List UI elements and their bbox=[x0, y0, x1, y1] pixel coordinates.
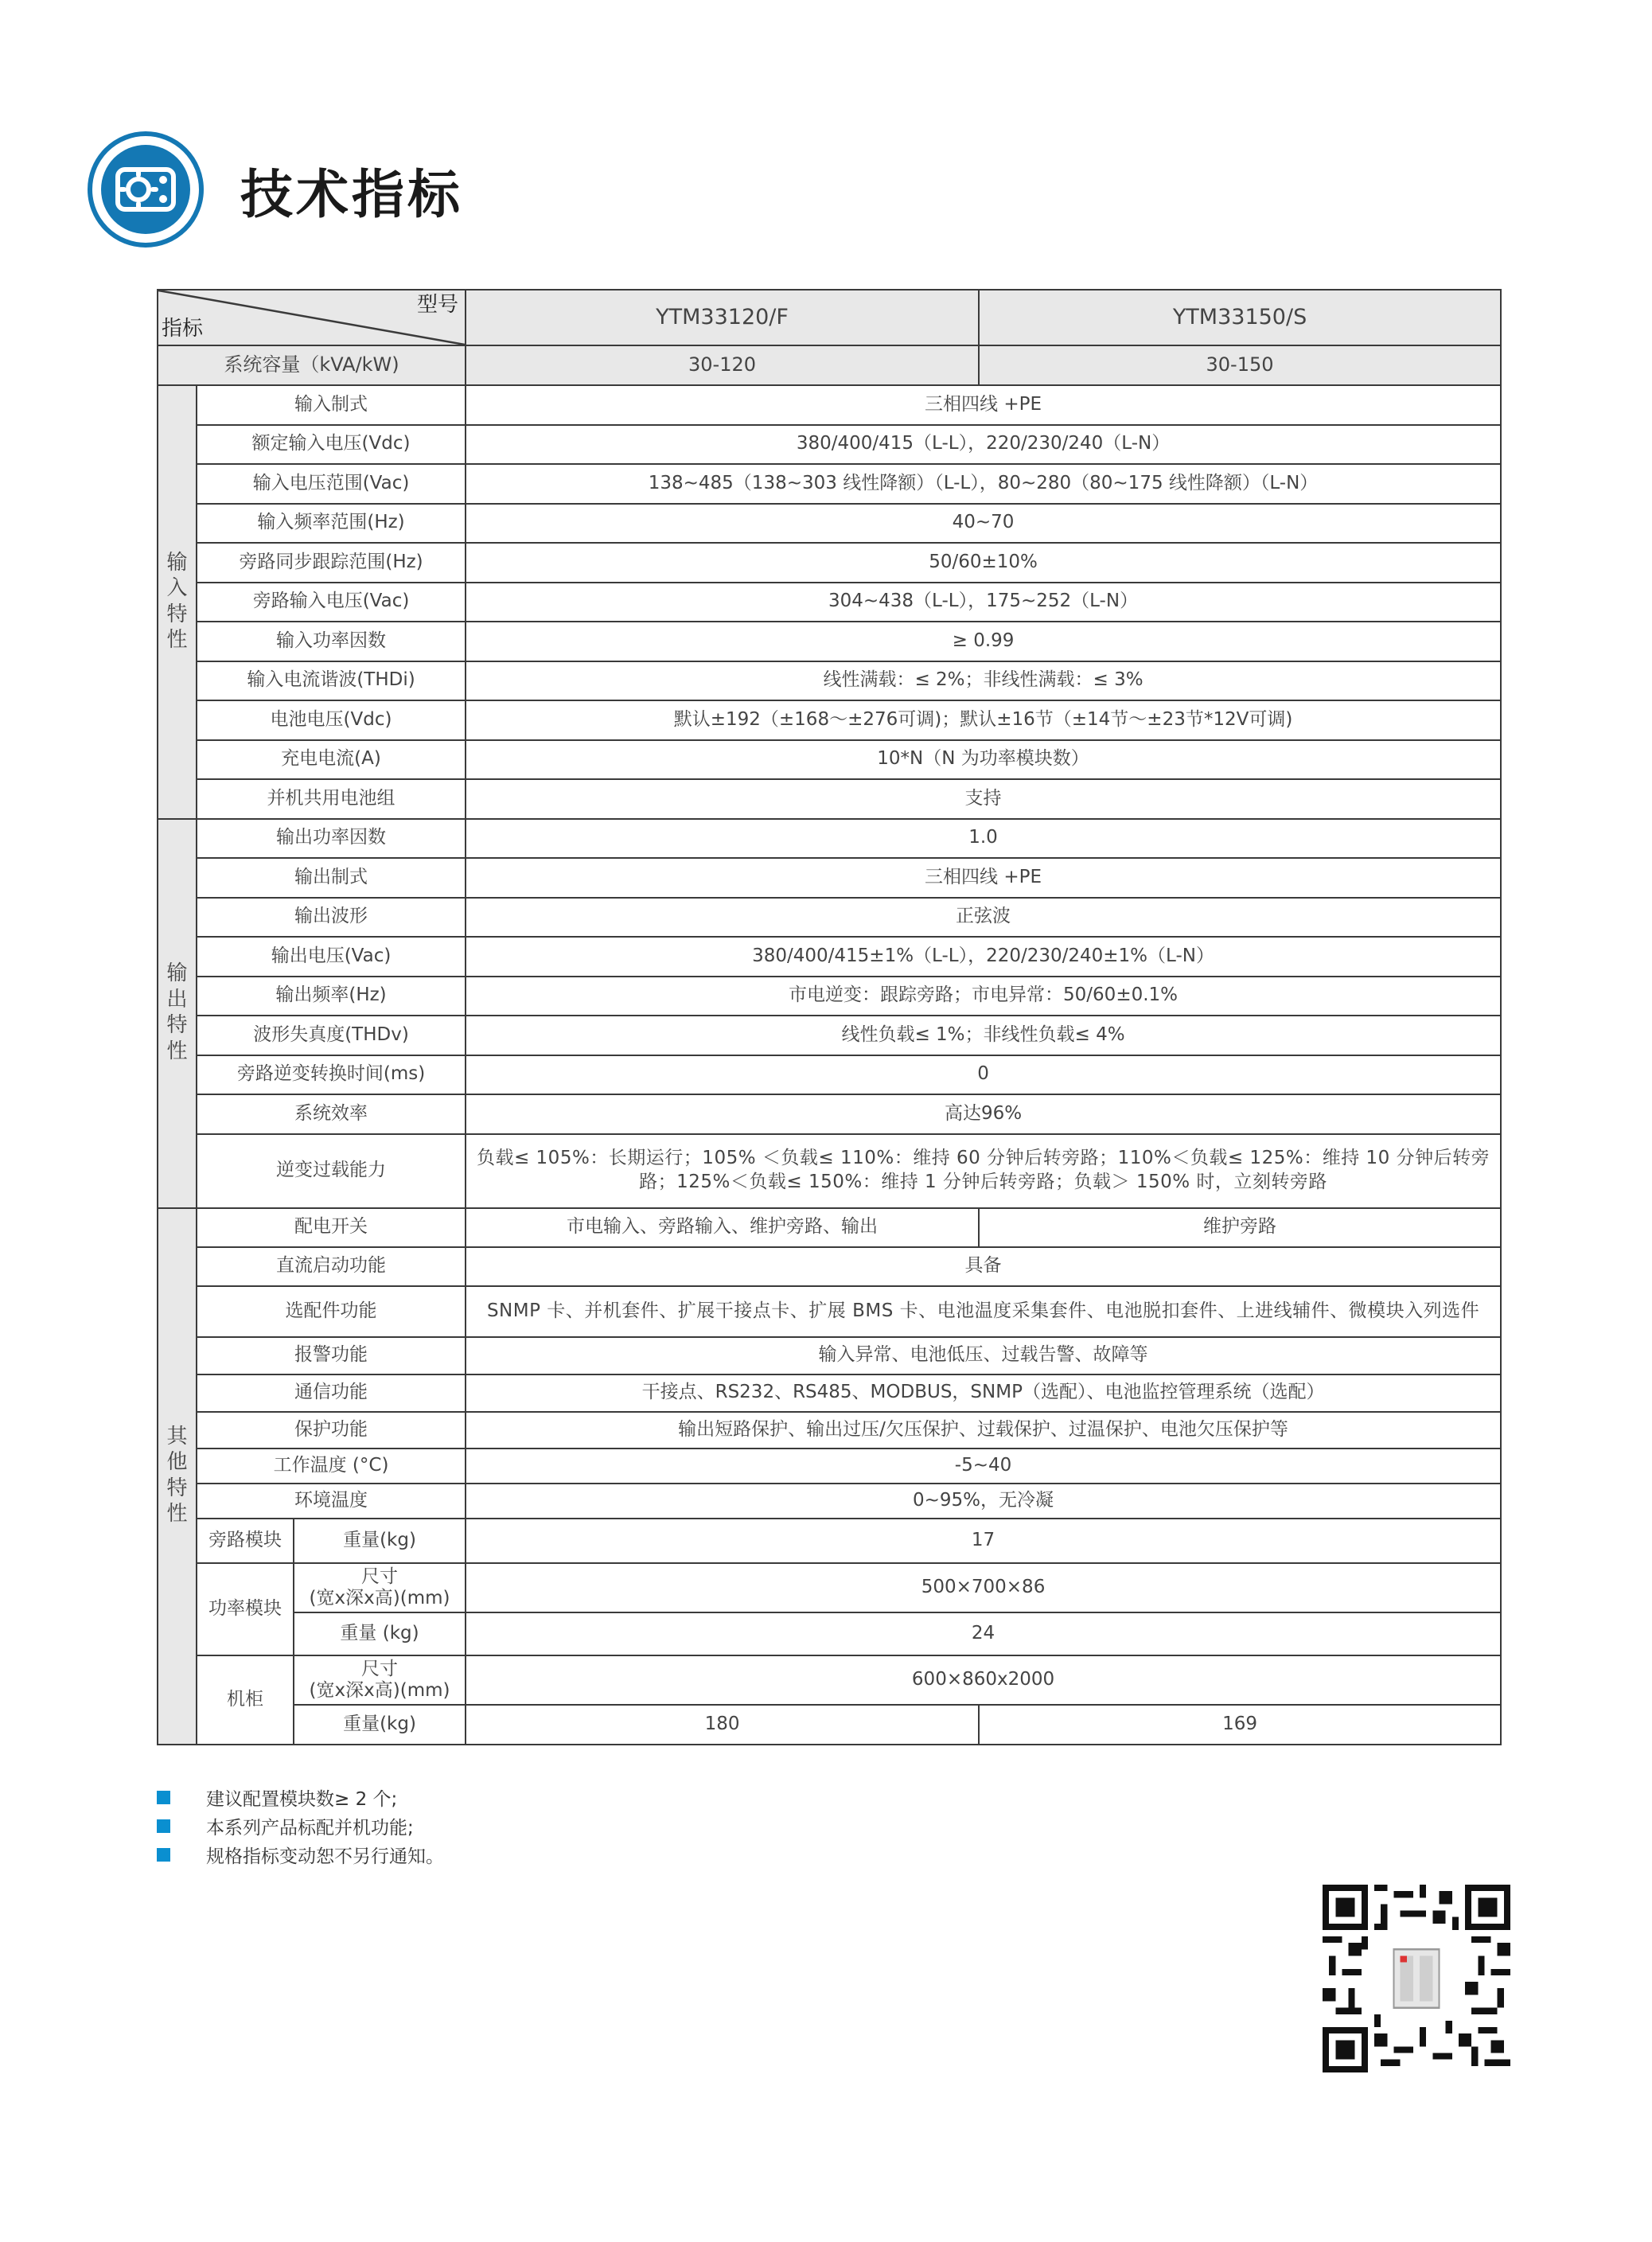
row-label: 电池电压(Vdc) bbox=[197, 700, 466, 740]
row-label: 保护功能 bbox=[197, 1412, 466, 1449]
row-label: 充电电流(A) bbox=[197, 740, 466, 780]
model-name-2: YTM33150/S bbox=[979, 290, 1501, 345]
bullet-square-icon bbox=[157, 1848, 170, 1862]
table-row bbox=[158, 504, 1501, 544]
model-header-row bbox=[158, 290, 1501, 345]
list-item bbox=[157, 1840, 444, 1869]
row-label: 工作温度 (°C) bbox=[197, 1449, 466, 1484]
row-label: 输出电压(Vac) bbox=[197, 937, 466, 977]
capacity-value-1: 30-120 bbox=[466, 345, 979, 385]
row-value: 40~70 bbox=[466, 504, 1501, 544]
cabinet-label: 机柜 bbox=[197, 1655, 294, 1745]
row-value: 线性满载：≤ 2%；非线性满载：≤ 3% bbox=[466, 661, 1501, 701]
qr-code-icon[interactable] bbox=[1323, 1885, 1510, 2072]
group-other-label: 其他特性 bbox=[158, 1208, 197, 1745]
row-label: 额定输入电压(Vdc) bbox=[197, 425, 466, 465]
row-value: 线性负载≤ 1%；非线性负载≤ 4% bbox=[466, 1016, 1501, 1055]
row-label: 旁路逆变转换时间(ms) bbox=[197, 1055, 466, 1095]
row-label: 旁路同步跟踪范围(Hz) bbox=[197, 543, 466, 583]
row-value: 支持 bbox=[466, 779, 1501, 819]
row-value: -5~40 bbox=[466, 1449, 1501, 1484]
table-row bbox=[158, 583, 1501, 622]
row-value: 正弦波 bbox=[466, 898, 1501, 938]
row-value: ≥ 0.99 bbox=[466, 622, 1501, 661]
cabinet-weight-label: 重量(kg) bbox=[294, 1705, 466, 1745]
row-label: 输入电压范围(Vac) bbox=[197, 464, 466, 504]
row-value: 负载≤ 105%：长期运行；105% ＜负载≤ 110%：维持 60 分钟后转旁路；110%＜负载≤ 125%：维持 10 分钟后转旁路；125%＜负载≤ 150%：维持 1 分钟后转旁路；负载＞ 150% 时，立刻转旁路 bbox=[466, 1134, 1501, 1208]
power-weight-label: 重量 (kg) bbox=[294, 1612, 466, 1655]
row-label: 配电开关 bbox=[197, 1208, 466, 1247]
page-title: 技术指标 bbox=[240, 163, 463, 225]
bullet-square-icon bbox=[157, 1819, 170, 1833]
table-row bbox=[158, 425, 1501, 465]
row-value: 市电输入、旁路输入、维护旁路、输出 bbox=[466, 1208, 979, 1247]
row-value: 10*N（N 为功率模块数） bbox=[466, 740, 1501, 780]
spec-table bbox=[157, 289, 1502, 1745]
row-label: 输出功率因数 bbox=[197, 819, 466, 859]
power-size-value: 500×700×86 bbox=[466, 1563, 1501, 1612]
table-row bbox=[158, 937, 1501, 977]
row-value: 具备 bbox=[466, 1247, 1501, 1286]
table-row bbox=[158, 464, 1501, 504]
row-label: 直流启动功能 bbox=[197, 1247, 466, 1286]
row-value: 默认±192（±168～±276可调)；默认±16节（±14节～±23节*12V可调) bbox=[466, 700, 1501, 740]
row-label: 输出波形 bbox=[197, 898, 466, 938]
row-value: 50/60±10% bbox=[466, 543, 1501, 583]
cabinet-weight-value-2: 169 bbox=[979, 1705, 1501, 1745]
corner-model-label: 型号 bbox=[417, 293, 459, 317]
row-value: 干接点、RS232、RS485、MODBUS，SNMP（选配）、电池监控管理系统（选配） bbox=[466, 1374, 1501, 1412]
note-text: 建议配置模块数≥ 2 个; bbox=[206, 1788, 398, 1810]
table-row bbox=[158, 1484, 1501, 1519]
row-value: 0~95%，无冷凝 bbox=[466, 1484, 1501, 1519]
row-label: 波形失真度(THDv) bbox=[197, 1016, 466, 1055]
cabinet-size-label: 尺寸 (宽x深x高)(mm) bbox=[294, 1655, 466, 1705]
row-label: 报警功能 bbox=[197, 1337, 466, 1374]
notes-list bbox=[157, 1783, 444, 1869]
table-row bbox=[158, 1016, 1501, 1055]
row-label: 输入频率范围(Hz) bbox=[197, 504, 466, 544]
table-row bbox=[158, 779, 1501, 819]
row-label: 旁路输入电压(Vac) bbox=[197, 583, 466, 622]
row-label: 环境温度 bbox=[197, 1484, 466, 1519]
table-row bbox=[158, 1563, 1501, 1612]
page-header bbox=[86, 126, 463, 253]
table-row bbox=[158, 1337, 1501, 1374]
table-row bbox=[158, 1374, 1501, 1412]
row-label: 输入功率因数 bbox=[197, 622, 466, 661]
group-input-label: 输入特性 bbox=[158, 385, 197, 819]
row-label: 系统效率 bbox=[197, 1094, 466, 1134]
list-item bbox=[157, 1783, 444, 1811]
row-label: 逆变过载能力 bbox=[197, 1134, 466, 1208]
bypass-weight-value: 17 bbox=[466, 1519, 1501, 1563]
row-label: 选配件功能 bbox=[197, 1286, 466, 1337]
gear-card-icon bbox=[86, 130, 205, 249]
row-value: 维护旁路 bbox=[979, 1208, 1501, 1247]
table-row bbox=[158, 1612, 1501, 1655]
corner-header-cell bbox=[158, 290, 466, 345]
cabinet-size-value: 600×860x2000 bbox=[466, 1655, 1501, 1705]
row-value: 1.0 bbox=[466, 819, 1501, 859]
table-row bbox=[158, 1519, 1501, 1563]
table-row bbox=[158, 700, 1501, 740]
power-module-label: 功率模块 bbox=[197, 1563, 294, 1655]
row-label: 并机共用电池组 bbox=[197, 779, 466, 819]
row-label: 输入制式 bbox=[197, 385, 466, 425]
row-value: 138~485（138~303 线性降额）（L-L），80~280（80~175 线性降额）（L-N） bbox=[466, 464, 1501, 504]
table-row bbox=[158, 740, 1501, 780]
table-row bbox=[158, 898, 1501, 938]
table-row bbox=[158, 661, 1501, 701]
row-value: SNMP 卡、并机套件、扩展干接点卡、扩展 BMS 卡、电池温度采集套件、电池脱扣套件、上进线辅件、微模块入列选件 bbox=[466, 1286, 1501, 1337]
group-output-label: 输出特性 bbox=[158, 819, 197, 1208]
row-value: 三相四线 +PE bbox=[466, 385, 1501, 425]
table-row bbox=[158, 1055, 1501, 1095]
row-label: 通信功能 bbox=[197, 1374, 466, 1412]
power-weight-value: 24 bbox=[466, 1612, 1501, 1655]
table-row bbox=[158, 622, 1501, 661]
row-label: 输出制式 bbox=[197, 858, 466, 898]
table-row bbox=[158, 977, 1501, 1016]
table-row bbox=[158, 543, 1501, 583]
row-value: 输出短路保护、输出过压/欠压保护、过载保护、过温保护、电池欠压保护等 bbox=[466, 1412, 1501, 1449]
capacity-label: 系统容量（kVA/kW) bbox=[158, 345, 466, 385]
capacity-value-2: 30-150 bbox=[979, 345, 1501, 385]
table-row bbox=[158, 1247, 1501, 1286]
model-name-1: YTM33120/F bbox=[466, 290, 979, 345]
cabinet-weight-value-1: 180 bbox=[466, 1705, 979, 1745]
row-value: 三相四线 +PE bbox=[466, 858, 1501, 898]
table-row bbox=[158, 1705, 1501, 1745]
table-row bbox=[158, 1286, 1501, 1337]
note-text: 规格指标变动恕不另行通知。 bbox=[206, 1846, 444, 1867]
bullet-square-icon bbox=[157, 1791, 170, 1804]
table-row bbox=[158, 1655, 1501, 1705]
table-row bbox=[158, 1208, 1501, 1247]
list-item bbox=[157, 1811, 444, 1840]
row-value: 380/400/415（L-L），220/230/240（L-N） bbox=[466, 425, 1501, 465]
table-row bbox=[158, 1412, 1501, 1449]
row-value: 高达96% bbox=[466, 1094, 1501, 1134]
row-value: 304~438（L-L），175~252（L-N） bbox=[466, 583, 1501, 622]
bypass-module-label: 旁路模块 bbox=[197, 1519, 294, 1563]
table-row bbox=[158, 1094, 1501, 1134]
bypass-weight-label: 重量(kg) bbox=[294, 1519, 466, 1563]
row-value: 0 bbox=[466, 1055, 1501, 1095]
table-row bbox=[158, 1449, 1501, 1484]
table-row bbox=[158, 858, 1501, 898]
corner-index-label: 指标 bbox=[162, 317, 204, 341]
table-row bbox=[158, 1134, 1501, 1208]
row-label: 输入电流谐波(THDi) bbox=[197, 661, 466, 701]
row-label: 输出频率(Hz) bbox=[197, 977, 466, 1016]
table-row bbox=[158, 819, 1501, 859]
row-value: 输入异常、电池低压、过载告警、故障等 bbox=[466, 1337, 1501, 1374]
power-size-label: 尺寸 (宽x深x高)(mm) bbox=[294, 1563, 466, 1612]
table-row bbox=[158, 385, 1501, 425]
row-value: 市电逆变：跟踪旁路；市电异常：50/60±0.1% bbox=[466, 977, 1501, 1016]
capacity-row bbox=[158, 345, 1501, 385]
row-value: 380/400/415±1%（L-L），220/230/240±1%（L-N） bbox=[466, 937, 1501, 977]
note-text: 本系列产品标配并机功能; bbox=[206, 1817, 414, 1838]
